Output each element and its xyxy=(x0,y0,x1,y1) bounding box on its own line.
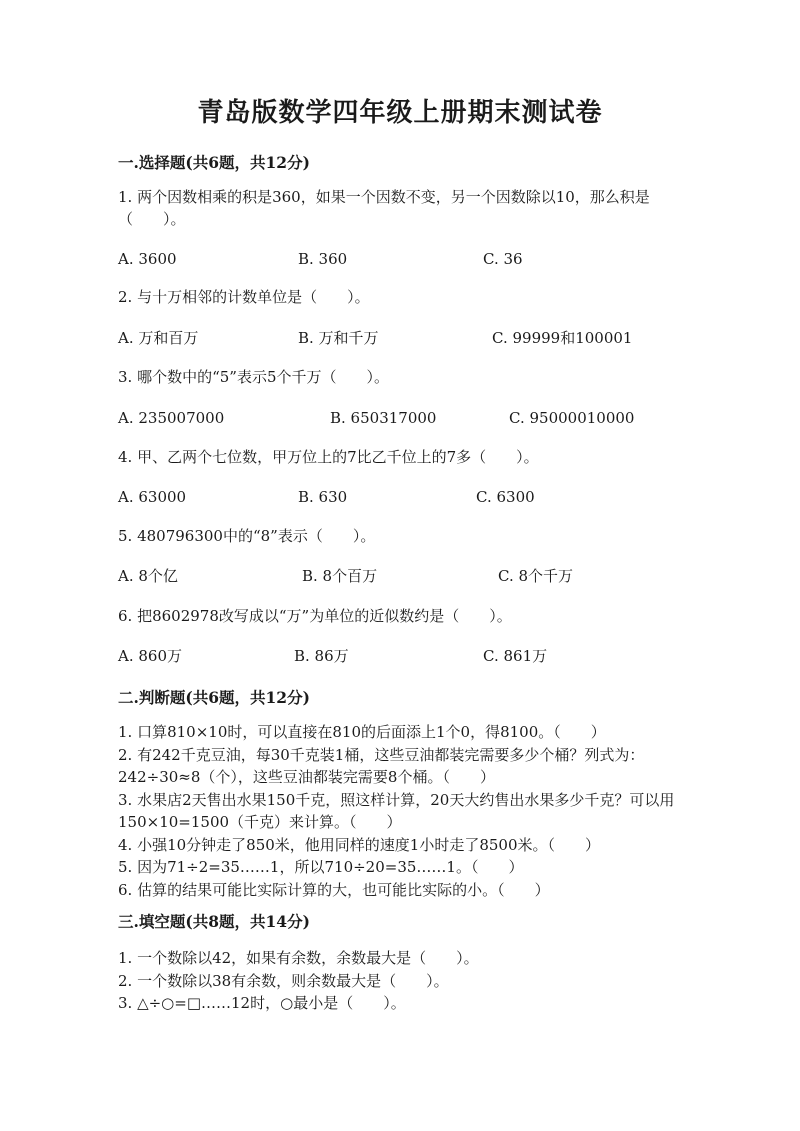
judge-question-4: 4. 小强10分钟走了850米，他用同样的速度1小时走了8500米。（ ） xyxy=(118,835,601,854)
judge-question-3: 3. 水果店2天售出水果150千克，照这样计算，20天大约售出水果多少千克？可以用150×10=1500（千克）来计算。（ ） xyxy=(118,790,675,831)
choice-question-1: 1. 两个因数相乘的积是360，如果一个因数不变，另一个因数除以10，那么积是（ ）。 xyxy=(118,188,650,228)
choice-option-1c: C. 36 xyxy=(483,250,523,268)
fill-question-2: 2. 一个数除以38有余数，则余数最大是（ ）。 xyxy=(118,971,449,990)
choice-option-4a: A. 63000 xyxy=(118,488,187,506)
choice-option-6c: C. 861万 xyxy=(483,647,548,665)
choice-option-5b: B. 8个百万 xyxy=(302,567,378,585)
fill-question-list xyxy=(118,947,688,1015)
fill-question-1: 1. 一个数除以42，如果有余数，余数最大是（ ）。 xyxy=(118,949,479,967)
judge-question-1: 1. 口算810×10时，可以直接在810的后面添上1个0，得8100。（ ） xyxy=(118,723,606,741)
choice-option-6a: A. 860万 xyxy=(118,647,182,665)
choice-option-1a: A. 3600 xyxy=(118,250,177,268)
choice-question-2: 2. 与十万相邻的计数单位是（ ）。 xyxy=(118,288,370,306)
choice-option-5a: A. 8个亿 xyxy=(118,567,178,585)
fill-question-3: 3. △÷○=□……12时，○最小是（ ）。 xyxy=(118,994,406,1012)
exam-title: 青岛版数学四年级上册期末测试卷 xyxy=(197,98,603,128)
choice-option-3a: A. 235007000 xyxy=(118,409,225,427)
choice-question-6: 6. 把8602978改写成以“万”为单位的近似数约是（ ）。 xyxy=(118,607,512,625)
choice-option-4b: B. 630 xyxy=(298,488,348,506)
section-heading-fill: 三.填空题(共8题，共14分) xyxy=(118,912,310,931)
choice-question-4: 4. 甲、乙两个七位数，甲万位上的7比乙千位上的7多（ ）。 xyxy=(118,448,539,466)
choice-question-5: 5. 480796300中的“8”表示（ ）。 xyxy=(118,527,376,545)
section-heading-choice: 一.选择题(共6题，共12分) xyxy=(118,153,310,172)
choice-option-4c: C. 6300 xyxy=(476,488,535,506)
choice-option-2b: B. 万和千万 xyxy=(298,329,379,347)
choice-option-2c: C. 99999和100001 xyxy=(492,329,633,347)
judge-question-2: 2. 有242千克豆油，每30千克装1桶，这些豆油都装完需要多少个桶？列式为：242÷30≈8（个），这些豆油都装完需要8个桶。（ ） xyxy=(118,745,645,786)
choice-option-3b: B. 650317000 xyxy=(330,409,437,427)
judge-question-list xyxy=(118,721,688,901)
choice-option-6b: B. 86万 xyxy=(294,647,349,665)
choice-option-3c: C. 95000010000 xyxy=(509,409,635,427)
choice-option-2a: A. 万和百万 xyxy=(118,329,199,347)
choice-question-3: 3. 哪个数中的“5”表示5个千万（ ）。 xyxy=(118,368,390,386)
judge-question-5: 5. 因为71÷2=35……1，所以710÷20=35……1。（ ） xyxy=(118,858,524,876)
judge-question-6: 6. 估算的结果可能比实际计算的大，也可能比实际的小。（ ） xyxy=(118,880,550,899)
section-heading-judge: 二.判断题(共6题，共12分) xyxy=(118,688,310,707)
choice-option-5c: C. 8个千万 xyxy=(498,567,574,585)
choice-option-1b: B. 360 xyxy=(298,250,348,268)
